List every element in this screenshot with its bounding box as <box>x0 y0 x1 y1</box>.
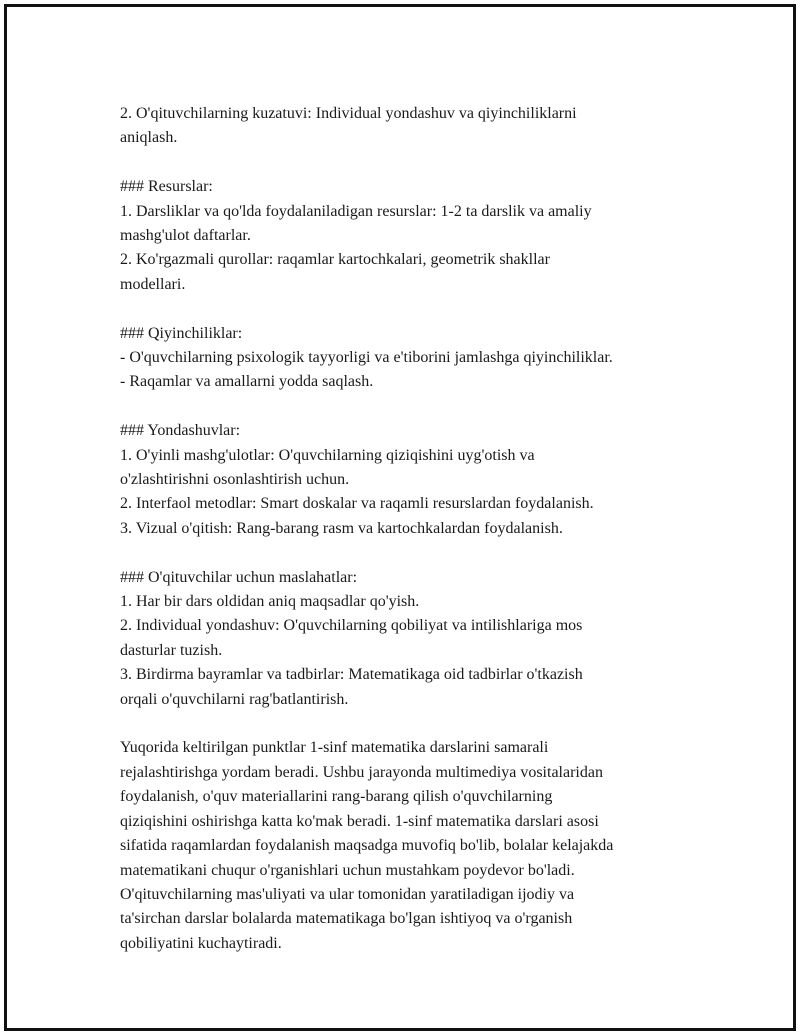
paragraph-gap <box>120 151 720 175</box>
paragraph-gap <box>120 541 720 565</box>
text-line: - Raqamlar va amallarni yodda saqlash. <box>120 373 374 391</box>
section-heading-qiyinchiliklar: ### Qiyinchiliklar: <box>120 324 243 342</box>
text-line: 3. Vizual o'qitish: Rang-barang rasm va kartochkalardan foydalanish. <box>120 519 563 537</box>
summary-line: O'qituvchilarning mas'uliyati va ular tomonidan yaratiladigan ijodiy va <box>120 885 575 903</box>
paragraph-gap <box>120 297 720 321</box>
text-line: 2. O'qituvchilarning kuzatuvi: Individual yondashuv va qiyinchiliklarni <box>120 105 577 122</box>
section-heading-yondashuvlar: ### Yondashuvlar: <box>120 422 241 440</box>
text-line: mashg'ulot daftarlar. <box>120 227 251 245</box>
summary-line: matematikani chuqur o'rganishlari uchun mustahkam poydevor bo'ladi. <box>120 861 575 879</box>
section-heading-resurslar: ### Resurslar: <box>120 178 213 196</box>
page-frame <box>4 4 796 1031</box>
text-line: orqali o'quvchilarni rag'batlantirish. <box>120 690 349 708</box>
summary-line: Yuqorida keltirilgan punktlar 1-sinf matematika darslarini samarali <box>120 739 549 757</box>
text-line: 1. Har bir dars oldidan aniq maqsadlar qo'yish. <box>120 593 420 611</box>
text-line: - O'quvchilarning psixologik tayyorligi va e'tiborini jamlashga qiyinchiliklar. <box>120 349 613 367</box>
summary-line: qobiliyatini kuchaytiradi. <box>120 934 282 952</box>
paragraph-gap <box>120 712 720 736</box>
text-line: 3. Birdirma bayramlar va tadbirlar: Matematikaga oid tadbirlar o'tkazish <box>120 666 583 684</box>
summary-line: qiziqishini oshirishga katta ko'mak beradi. 1-sinf matematika darslari asosi <box>120 812 599 830</box>
text-line: 2. Interfaol metodlar: Smart doskalar va raqamli resurslardan foydalanish. <box>120 495 594 513</box>
text-line: 2. Individual yondashuv: O'quvchilarning qobiliyat va intilishlariga mos <box>120 617 583 635</box>
text-line: o'zlashtirishni osonlashtirish uchun. <box>120 471 350 489</box>
summary-line: rejalashtirishga yordam beradi. Ushbu jarayonda multimediya vositalaridan <box>120 763 603 781</box>
text-line: 1. Darsliklar va qo'lda foydalaniladigan resurslar: 1-2 ta darslik va amaliy <box>120 202 592 220</box>
summary-line: foydalanish, o'quv materiallarini rang-barang qilish o'quvchilarning <box>120 788 553 806</box>
text-line: aniqlash. <box>120 129 178 147</box>
text-line: modellari. <box>120 275 186 293</box>
section-heading-maslahatlar: ### O'qituvchilar uchun maslahatlar: <box>120 568 358 586</box>
paragraph-gap <box>120 395 720 419</box>
document-body <box>120 102 720 956</box>
summary-line: sifatida raqamlardan foydalanish maqsadga muvofiq bo'lib, bolalar kelajakda <box>120 837 614 855</box>
text-line: 2. Ko'rgazmali qurollar: raqamlar kartochkalari, geometrik shakllar <box>120 251 550 269</box>
text-line: dasturlar tuzish. <box>120 641 223 659</box>
summary-line: ta'sirchan darslar bolalarda matematikaga bo'lgan ishtiyoq va o'rganish <box>120 910 573 928</box>
text-line: 1. O'yinli mashg'ulotlar: O'quvchilarning qiziqishini uyg'otish va <box>120 446 535 464</box>
